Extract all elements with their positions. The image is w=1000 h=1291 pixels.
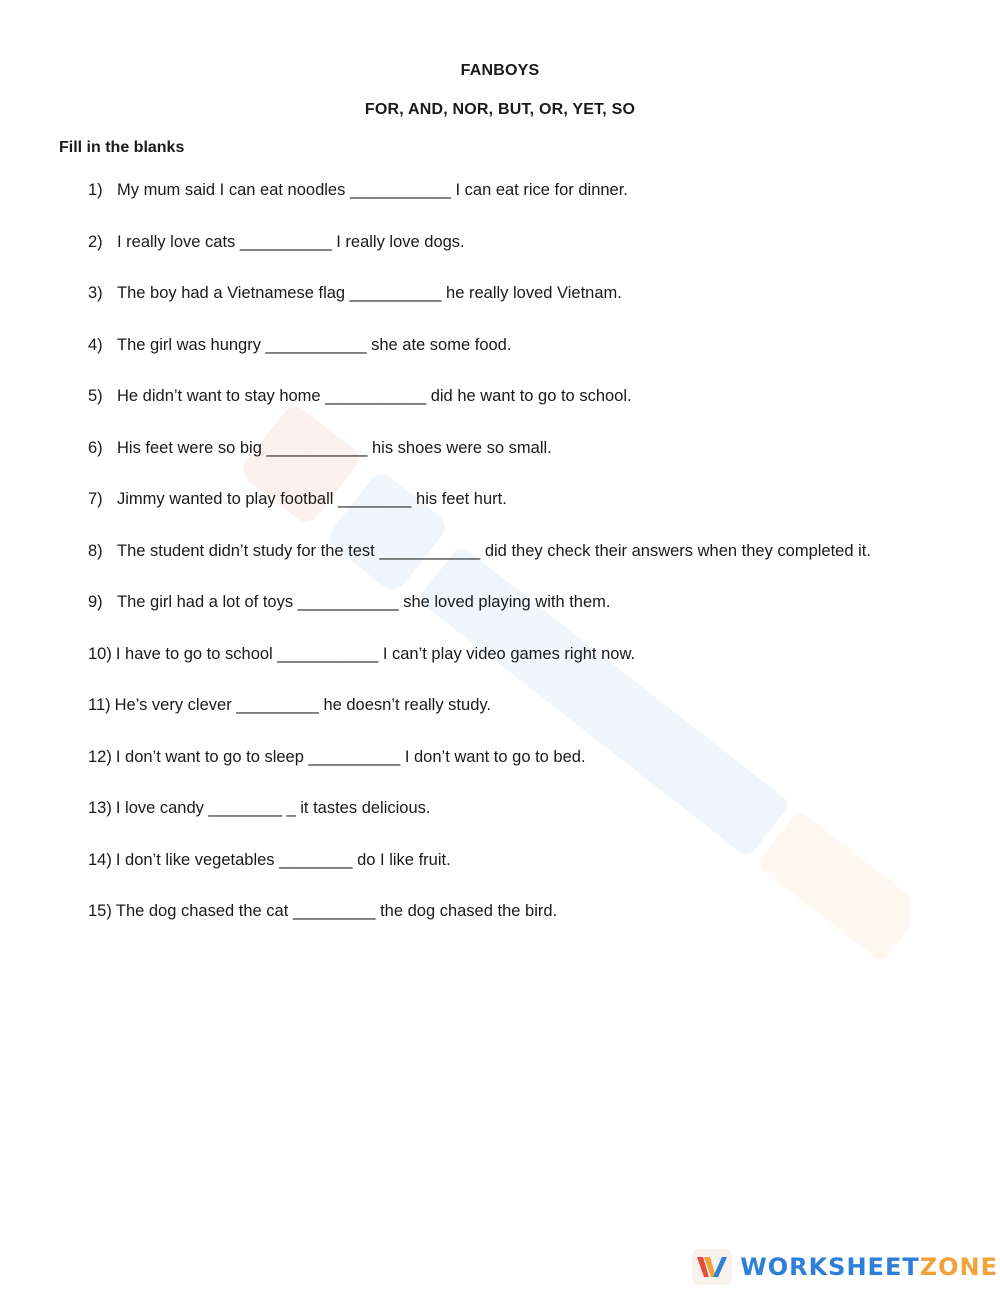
question-item: [88, 795, 938, 821]
question-text: My mum said I can eat noodles ___________ I can eat rice for dinner.: [117, 181, 628, 199]
question-item: [88, 486, 938, 512]
logo-text-zone: ZONE: [919, 1253, 998, 1281]
question-item: [88, 383, 938, 409]
logo-text: [740, 1253, 998, 1281]
question-text: I love candy ________ _ it tastes delicious.: [115, 799, 431, 817]
question-number: 13): [88, 799, 112, 817]
worksheetzone-logo[interactable]: [692, 1249, 998, 1285]
worksheet-subtitle: FOR, AND, NOR, BUT, OR, YET, SO: [364, 101, 636, 118]
question-item: [88, 692, 938, 718]
question-item: [88, 641, 938, 667]
worksheetzone-w-icon: [692, 1249, 732, 1285]
question-number: 10): [88, 644, 112, 663]
question-text: The dog chased the cat _________ the dog chased the bird.: [115, 902, 558, 920]
question-text: I really love cats __________ I really love dogs.: [117, 232, 465, 251]
question-number: 9): [88, 593, 103, 611]
question-number: 11): [88, 696, 111, 714]
question-item: [88, 538, 938, 564]
question-text: He’s very clever _________ he doesn’t really study.: [114, 696, 491, 714]
question-text: Jimmy wanted to play football ________ his feet hurt.: [117, 490, 507, 508]
question-number: 3): [88, 284, 103, 302]
question-item: [88, 435, 938, 461]
logo-text-worksheet: WORKSHEET: [740, 1253, 920, 1281]
question-number: 12): [88, 747, 112, 766]
question-text: His feet were so big ___________ his shoes were so small.: [117, 438, 552, 457]
question-item: [88, 589, 938, 615]
question-item: [88, 898, 938, 924]
question-text: The student didn’t study for the test ___________ did they check their answers when they completed it.: [117, 541, 871, 560]
question-list: [88, 177, 938, 950]
question-text: The girl had a lot of toys ___________ she loved playing with them.: [117, 593, 611, 611]
question-item: [88, 744, 938, 770]
question-item: [88, 280, 938, 306]
worksheet-title: FANBOYS: [460, 62, 540, 79]
question-number: 14): [88, 850, 112, 869]
question-item: [88, 332, 938, 358]
question-item: [88, 229, 938, 255]
question-text: I don’t like vegetables ________ do I like fruit.: [115, 850, 451, 869]
question-item: [88, 177, 938, 203]
question-item: [88, 847, 938, 873]
question-text: The boy had a Vietnamese flag __________ he really loved Vietnam.: [117, 284, 622, 302]
question-number: 1): [88, 181, 103, 199]
question-number: 8): [88, 541, 103, 560]
question-number: 5): [88, 387, 103, 405]
question-text: I don’t want to go to sleep __________ I don’t want to go to bed.: [115, 747, 586, 766]
question-text: I have to go to school ___________ I can’t play video games right now.: [115, 644, 636, 663]
question-number: 2): [88, 232, 103, 251]
question-text: He didn’t want to stay home ___________ did he want to go to school.: [117, 387, 632, 405]
question-text: The girl was hungry ___________ she ate some food.: [117, 335, 512, 354]
question-number: 6): [88, 438, 103, 457]
question-number: 7): [88, 490, 103, 508]
section-heading: Fill in the blanks: [59, 139, 185, 156]
question-number: 15): [88, 902, 112, 920]
question-number: 4): [88, 335, 103, 354]
